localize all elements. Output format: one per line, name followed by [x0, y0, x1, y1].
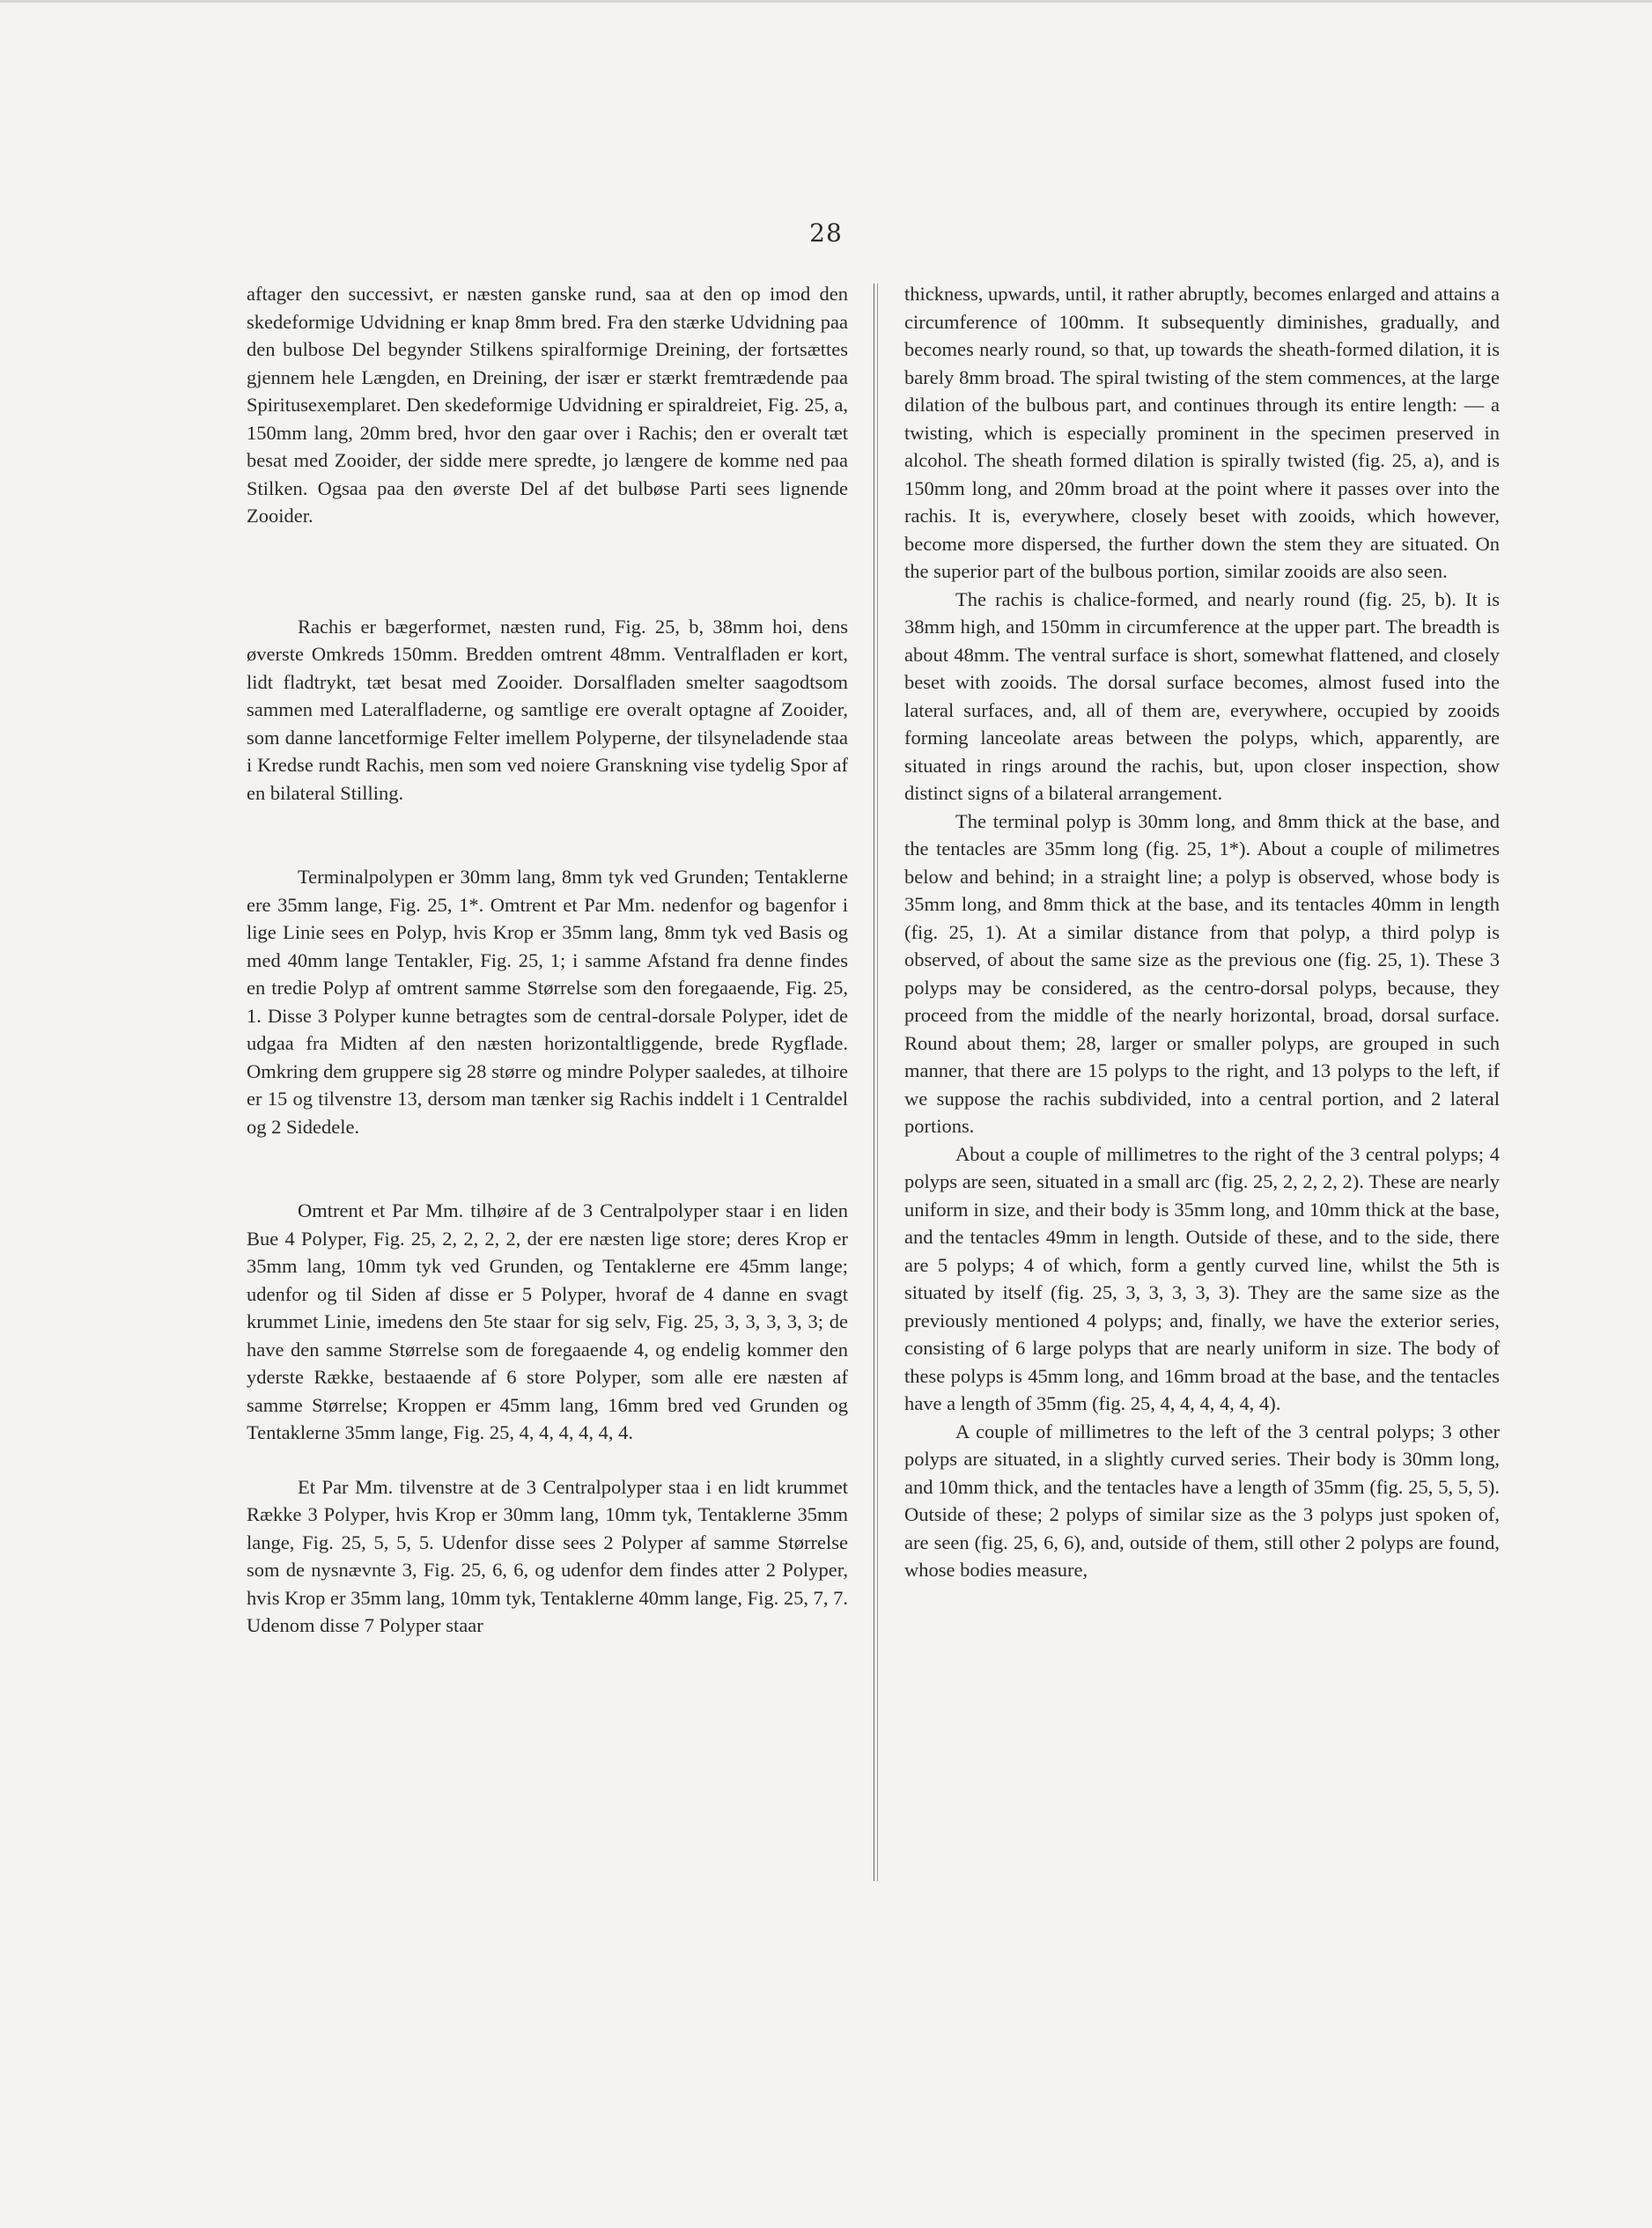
- left-column-danish: [247, 280, 848, 1640]
- left-paragraph-4: Omtrent et Par Mm. tilhøire af de 3 Centralpolyper staar i en liden Bue 4 Polyper, Fig. 25, 2, 2, 2, 2, der ere næsten lige store; deres Krop er 35mm lang, 10mm tyk ved Grunden, og Tentaklerne ere 45mm lange; udenfor og til Siden af disse er 5 Polyper, hvoraf de 4 danne en svagt krummet Linie, imedens den 5te staar for sig selv, Fig. 25, 3, 3, 3, 3, 3; de have den samme Størrelse som de foregaaende 4, og endelig kommer den yderste Række, bestaaende af 6 store Polyper, som alle ere næsten af samme Størrelse; Kroppen er 45mm lang, 16mm bred ved Grunden og Tentaklerne 35mm lange, Fig. 25, 4, 4, 4, 4, 4, 4.: [247, 1199, 848, 1443]
- page-top-edge: [0, 0, 1652, 3]
- right-column-english: [904, 280, 1500, 1584]
- left-paragraph-1: aftager den successivt, er næsten ganske rund, saa at den op imod den skedeformige Udvidning er knap 8mm bred. Fra den stærke Udvidning paa den bulbose Del begynder Stilkens spiralformige Dreining, der fortsættes gjennem hele Længden, en Dreining, der især er stærkt fremtrædende paa Spiritusexemplaret. Den skedeformige Udvidning er spiraldreiet, Fig. 25, a, 150mm lang, 20mm bred, hvor den gaar over i Rachis; den er overalt tæt besat med Zooider, der sidde mere spredte, jo længere de komme ned paa Stilken. Ogsaa paa den øverste Del af det bulbøse Parti sees lignende Zooider.: [247, 283, 848, 527]
- right-paragraph-4: About a couple of millimetres to the right of the 3 central polyps; 4 polyps are seen, situated in a small arc (fig. 25, 2, 2, 2, 2). These are nearly uniform in size, and their body is 35mm long, and 10mm thick at the base, and the tentacles 49mm in length. Outside of these, and to the side, there are 5 polyps; 4 of which, form a gently curved line, whilst the 5th is situated by itself (fig. 25, 3, 3, 3, 3, 3). They are the same size as the previously mentioned 4 polyps; and, finally, we have the exterior series, consisting of 6 large polyps that are nearly uniform in size. The body of these polyps is 45mm long, and 16mm broad at the base, and the tentacles have a length of 35mm (fig. 25, 4, 4, 4, 4, 4, 4).: [904, 1142, 1500, 1414]
- right-paragraph-1: thickness, upwards, until, it rather abruptly, becomes enlarged and attains a circumference of 100mm. It subsequently diminishes, gradually, and becomes nearly round, so that, up towards the sheath-formed dilation, it is barely 8mm broad. The spiral twisting of the stem commences, at the large dilation of the bulbous part, and continues through its entire length: — a twisting, which is especially prominent in the specimen preserved in alcohol. The sheath formed dilation is spirally twisted (fig. 25, a), and is 150mm long, and 20mm broad at the point where it passes over into the rachis. It is, everywhere, closely beset with zooids, which however, become more dispersed, the further down the stem they are situated. On the superior part of the bulbous portion, similar zooids are also seen.: [904, 283, 1500, 582]
- right-paragraph-5: A couple of millimetres to the left of the 3 central polyps; 3 other polyps are situated, in a slightly curved series. Their body is 30mm long, and 10mm thick, and the tentacles have a length of 35mm (fig. 25, 5, 5, 5). Outside of these; 2 polyps of similar size as the 3 polyps just spoken of, are seen (fig. 25, 6, 6), and, outside of them, still other 2 polyps are found, whose bodies measure,: [904, 1420, 1500, 1581]
- column-divider-line-inner: [877, 284, 878, 1881]
- left-paragraph-3: Terminalpolypen er 30mm lang, 8mm tyk ved Grunden; Tentaklerne ere 35mm lange, Fig. 25, 1*. Omtrent et Par Mm. nedenfor og bagenfor i lige Linie sees en Polyp, hvis Krop er 35mm lang, 8mm tyk ved Basis og med 40mm lange Tentakler, Fig. 25, 1; i samme Afstand fra denne findes en tredie Polyp af omtrent samme Størrelse som den foregaaende, Fig. 25, 1. Disse 3 Polyper kunne betragtes som de central-dorsale Polyper, idet de udgaa fra Midten af den næsten horizontaltliggende, brede Rygflade. Omkring dem gruppere sig 28 større og mindre Polyper saaledes, at tilhoire er 15 og tilvenstre 13, dersom man tænker sig Rachis inddelt i 1 Centraldel og 2 Sidedele.: [247, 866, 848, 1138]
- left-paragraph-5: Et Par Mm. tilvenstre at de 3 Centralpolyper staa i en lidt krummet Række 3 Polyper, hvis Krop er 30mm lang, 10mm tyk, Tentaklerne 35mm lange, Fig. 25, 5, 5, 5. Udenfor disse sees 2 Polyper af samme Størrelse som de nysnævnte 3, Fig. 25, 6, 6, og udenfor dem findes atter 2 Polyper, hvis Krop er 35mm lang, 10mm tyk, Tentaklerne 40mm lange, Fig. 25, 7, 7. Udenom disse 7 Polyper staar: [247, 1475, 848, 1636]
- left-paragraph-2: Rachis er bægerformet, næsten rund, Fig. 25, b, 38mm hoi, dens øverste Omkreds 150mm. Bredden omtrent 48mm. Ventralfladen er kort, lidt fladtrykt, tæt besat med Zooider. Dorsalfladen smelter saagodtsom sammen med Lateralfladerne, og samtlige ere overalt optagne af Zooider, som danne lancetformige Felter imellem Polyperne, der tilsyneladende staa i Kredse rundt Rachis, men som ved noiere Granskning vise tydelig Spor af en bilateral Stilling.: [247, 615, 848, 804]
- right-paragraph-2: The rachis is chalice-formed, and nearly round (fig. 25, b). It is 38mm high, and 150mm in circumference at the upper part. The breadth is about 48mm. The ventral surface is short, somewhat flattened, and closely beset with zooids. The dorsal surface becomes, almost fused into the lateral surfaces, and, all of them are, everywhere, occupied by zooids forming lanceolate areas between the polyps, which, apparently, are situated in rings around the rachis, but, upon closer inspection, show distinct signs of a bilateral arrangement.: [904, 587, 1500, 804]
- right-paragraph-3: The terminal polyp is 30mm long, and 8mm thick at the base, and the tentacles are 35mm long (fig. 25, 1*). About a couple of milimetres below and behind; in a straight line; a polyp is observed, whose body is 35mm long, and 8mm thick at the base, and its tentacles 40mm in length (fig. 25, 1). At a similar distance from that polyp, a third polyp is observed, of about the same size as the previous one (fig. 25, 1). These 3 polyps may be considered, as the centro-dorsal polyps, because, they proceed from the middle of the nearly horizontal, broad, dorsal surface. Round about them; 28, larger or smaller polyps, are grouped in such manner, that there are 15 polyps to the right, and 13 polyps to the left, if we suppose the rachis subdivided, into a central portion, and 2 lateral portions.: [904, 809, 1500, 1137]
- page-number: 28: [809, 218, 843, 247]
